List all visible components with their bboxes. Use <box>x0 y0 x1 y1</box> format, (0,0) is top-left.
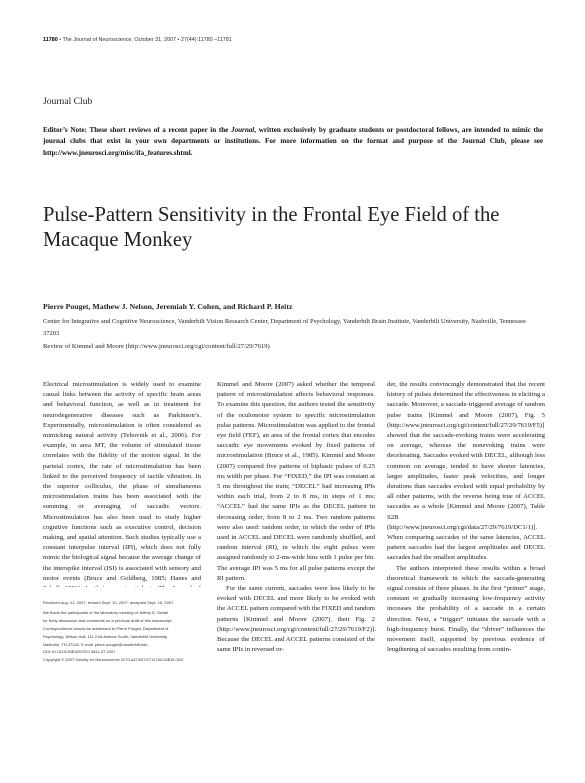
acknowledgment-line-1: We thank the participants of the laboratory meeting of Jeffrey D. Schall <box>43 609 169 615</box>
col3-paragraph-1: der, the results convincingly demonstrated that the recent history of pulses determined the effectiveness in eliciting a saccade. Moreover, a saccade-triggered average of random pulse trains [Kimmel and Moore (2007), Fig. 5 (http://www.jneurosci.org/cgi/content/full/27/29/7619/F5)] showed that the saccade-evoking trains were accelerating on average, whereas the nonevoking trains were decelerating. Saccades evoked with DECEL, although less common on average, tended to have shorter latencies, larger amplitudes, faster peak velocities, and longer durations than saccades evoked with equal probability by all other patterns, with the reverse being true of ACCEL saccades as a whole [Kimmel and Moore (2007), Table S2B (http://www.jneurosci.org/cgi/data/27/29/7619/DC1/1)]. When comparing saccades of the same latencies, ACCEL pattern saccades had the largest amplitudes and DECEL saccades had the smallest amplitudes. <box>387 381 545 562</box>
article-affiliation: Center for Integrative and Cognitive Neuroscience, Vanderbilt Vision Research Center, Department of Psychology, Vanderbilt Brain Institute, Vanderbilt University, Nashville, Tennessee 37203 <box>43 318 526 337</box>
page-number: 11780 <box>43 37 58 43</box>
col2-paragraph-1: Kimmel and Moore (2007) asked whether the temporal pattern of microstimulation affects behavioral responses. To examine this question, the authors tested the sensitivity of the oculomotor system to specific microstimulation pulse patterns. Microstimulation was applied to the frontal eye field (FEF), an area of the frontal cortex that encodes saccadic eye movements evoked by fixed patterns of microstimulation (Bruce et al., 1985). Kimmel and Moore (2007) compared five patterns of biphasic pulses of 0.25 ms width per phase. For “FIXED,” the IPI was constant at 5 ms throughout the train; “DECEL” had increasing IPIs within each trial, from 2 to 8 ms, in steps of 1 ms; “ACCEL” had the same IPIs as the DECEL pattern in decreasing order, from 8 to 2 ms. Two random patterns were also used: random order, in which the order of IPIs used in ACCEL and DECEL were randomly shuffled, and random interval (RI), in which the eight pulses were assigned randomly to 2-ms-wide bins with 1 pulse per bin. The average IPI was 5 ms for all pulse patterns except the RI pattern. <box>217 381 375 582</box>
correspondence-line-3: Nashville, TN 37240. E-mail: pierre.pouget@vanderbilt.edu. <box>43 641 149 647</box>
copyright: Copyright © 2007 Society for Neuroscience 0270-6474/07/2711780-02$15.00/0 <box>43 657 184 663</box>
received-dates: Received Aug. 21, 2007; revised Sept. 10, 2007; accepted Sept. 16, 2007. <box>43 600 175 605</box>
editor-note-text-1: These short reviews of a recent paper in the <box>86 126 232 134</box>
editor-note <box>43 125 543 159</box>
acknowledgment-line-2: for lively discussion and comments on a previous draft of this manuscript. <box>43 617 173 623</box>
correspondence-line-1: Correspondence should be addressed to Pierre Pouget, Department of <box>43 625 169 631</box>
review-of-link: Review of Kimmel and Moore (http://www.jneurosci.org/cgi/content/full/27/29/7619) <box>43 343 270 350</box>
article-authors: Pierre Pouget, Mathew J. Nelson, Jeremiah Y. Cohen, and Richard P. Heitz <box>43 302 293 311</box>
editor-note-journal: Journal <box>231 126 255 134</box>
journal-citation: • The Journal of Neuroscience, October 31, 2007 • 27(44):11780 –11781 <box>57 37 232 43</box>
footnotes <box>43 599 201 664</box>
col3-paragraph-2: The authors interpreted these results within a broad theoretical framework in which the saccade-generating signal consists of three phases. In the first “primer” stage, constant or gradually increasing low-frequency activity increases the probability of a saccade in a certain direction. Next, a “trigger” initiates the saccade with a high-frequency burst. Finally, the “driver” influences the movement itself, supported by previous evidence of lengthening of saccades resulting from contin- <box>387 564 545 654</box>
doi: DOI:10.1523/JNEUROSCI.3811-07.2007 <box>43 649 116 655</box>
editor-note-lead: Editor’s Note: <box>43 126 87 134</box>
col2-paragraph-2: For the same current, saccades were less likely to be evoked with DECEL and more likely to be evoked with the ACCEL pattern compared with the FIXED and random patterns [Kimmel and Moore (2007), their Fig. 2 (http://www.jneurosci.org/cgi/content/full/27/29/7619/F2)]. Because the DECEL and ACCEL patterns consisted of the same IPIs in reversed or- <box>217 585 376 654</box>
running-head <box>43 37 232 43</box>
body-column-1 <box>43 380 201 587</box>
body-column-2 <box>217 380 375 760</box>
editor-note-text-2: , written exclusively by graduate students or postdoctoral fellows, are intended to mimic the journal clubs that exist in your own departments or institutions. For more information on the format and purpose of the Journal Club, please see http://www.jneurosci.org/misc/ifa_features.shtml. <box>43 126 544 157</box>
body-column-3 <box>387 380 545 760</box>
section-label: Journal Club <box>43 96 93 107</box>
col1-paragraph: Electrical microstimulation is widely used to examine causal links between the activity of specific brain areas and behavioral function, as well as in treatment for neurodegenerative diseases such as Parkinson’s. Experimentally, microstimulation is often considered as mimicking natural activity (Tehovnik et al., 2006). For example, in area MT, the volume of stimulated tissue correlates with the fidelity of the motion signal. In the parietal cortex, the rate of microstimulation has been linked to the perceived frequency of tactile vibration. In the superior colliculus, the phase of simultaneous microstimulation trains has been associated with the summing or averaging of saccadic vectors. Microstimulation has also been used to study higher cognitive functions such as executive control, decision making, and spatial attention. Such studies typically use a constant interpulse interval (IPI), which does not fully mimic the biological signal because the average change of the interspike interval (ISI) is associated with sensory and motor events (Bruce and Goldberg, 1985; Hanes and <box>43 381 201 582</box>
correspondence-line-2: Psychology, Wilson Hall, 111 21st Avenue South, Vanderbilt University, <box>43 633 168 639</box>
article-title: Pulse-Pattern Sensitivity in the Frontal Eye Field of the Macaque Monkey <box>43 204 500 251</box>
